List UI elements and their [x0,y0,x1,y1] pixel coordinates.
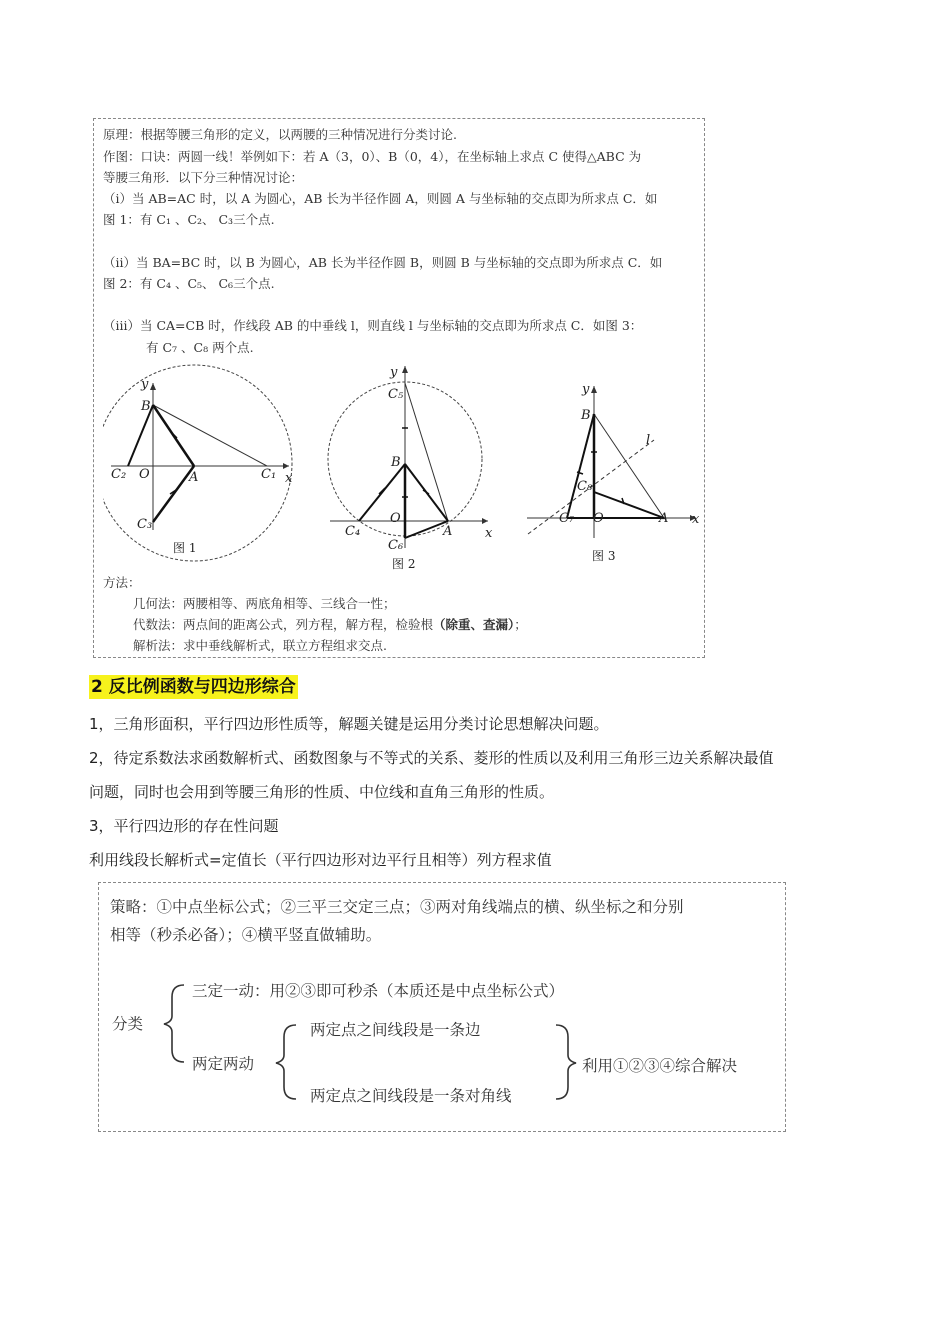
case1-line-2: 图 1：有 C₁ 、C₂、 C₃三个点. [103,212,275,227]
point-c2-label: C₂ [111,467,127,482]
point-a-label: A [443,524,453,539]
y-label: y [141,377,149,392]
point-c5-label: C₅ [388,387,404,402]
left-brace-classify [164,985,184,1062]
point-b-label: B [391,455,401,470]
three-fixed-case: 三定一动：用②③即可秒杀（本质还是中点坐标公式） [192,982,565,1000]
point-c4-label: C₄ [345,524,361,539]
method-algebra-bold: （除重、查漏） [433,617,515,632]
method-algebra-suffix: ； [514,617,527,632]
method-geometry: 几何法：两腰相等、两底角相等、三线合一性； [133,596,396,611]
figure-3-caption: 图 3 [592,549,616,563]
paragraph-3: 3，平行四边形的存在性问题 [89,817,279,835]
principle-line: 原理：根据等腰三角形的定义，以两腰的三种情况进行分类讨论. [103,127,457,142]
origin-label: O [390,511,401,526]
point-b-label: B [581,408,591,423]
draw-line-2: 等腰三角形．以下分三种情况讨论： [103,170,304,185]
y-label: y [582,382,590,397]
right-brace-combine [556,1025,576,1099]
draw-line-1: 作图：口诀：两圆一线！举例如下：若 A（3，0）、B（0，4），在坐标轴上求点 C 使得△ABC 为 [103,149,642,164]
x-label: x [285,471,293,486]
strategy-line-1: 策略：①中点坐标公式；②三平三交定三点；③两对角线端点的横、纵坐标之和分别 [110,898,684,916]
classify-label: 分类 [112,1015,144,1033]
origin-label: O [139,467,150,482]
use-all-methods: 利用①②③④综合解决 [582,1057,738,1075]
edge-case: 两定点之间线段是一条边 [310,1021,481,1039]
method-title: 方法： [103,575,141,590]
origin-label: O [593,511,604,526]
point-c6-label: C₆ [388,538,404,553]
case3-line-2: 有 C₇ 、C₈ 两个点. [146,340,254,355]
method-algebra-text: 代数法：两点间的距离公式，列方程，解方程，检验根 [133,617,434,632]
point-c1-label: C₁ [261,467,277,482]
section-heading: 2 反比例函数与四边形综合 [91,677,296,697]
x-label: x [692,512,700,527]
case1-line-1: （i）当 AB=AC 时，以 A 为圆心，AB 长为半径作圆 A，则圆 A 与坐标轴的交点即为所求点 C．如 [103,191,658,206]
case3-line-1: （iii）当 CA=CB 时，作线段 AB 的中垂线 l，则直线 l 与坐标轴的交点即为所求点 C．如图 3： [103,318,643,333]
figure-2-caption: 图 2 [392,557,416,571]
figure-1-caption: 图 1 [173,541,197,555]
method-analytic: 解析法：求中垂线解析式，联立方程组求交点. [133,638,387,653]
paragraph-1: 1，三角形面积，平行四边形性质等，解题关键是运用分类讨论思想解决问题。 [89,715,609,733]
paragraph-2b: 问题，同时也会用到等腰三角形的性质、中位线和直角三角形的性质。 [89,783,555,801]
x-label: x [485,526,493,541]
point-a-label: A [189,470,199,485]
point-a-label: A [659,511,669,526]
paragraph-2a: 2，待定系数法求函数解析式、函数图象与不等式的关系、菱形的性质以及利用三角形三边关系解决最值 [89,749,774,767]
two-fixed-label: 两定两动 [192,1055,255,1073]
line-l-label: l [646,433,651,448]
case2-line-1: （ii）当 BA=BC 时，以 B 为圆心，AB 长为半径作圆 B，则圆 B 与坐标轴的交点即为所求点 C．如 [103,255,663,270]
point-c8-label: C₈ [577,479,593,494]
left-brace-two-fixed [276,1025,296,1099]
case2-line-2: 图 2：有 C₄ 、C₅、 C₆三个点. [103,276,275,291]
paragraph-4: 利用线段长解析式=定值长（平行四边形对边平行且相等）列方程求值 [89,851,552,869]
y-label: y [390,365,398,380]
strategy-line-2: 相等（秒杀必备）；④横平竖直做辅助。 [110,926,382,944]
point-b-label: B [141,399,151,414]
point-c3-label: C₃ [137,517,153,532]
point-c7-label: C₇ [559,511,575,526]
diagonal-case: 两定点之间线段是一条对角线 [310,1087,512,1105]
